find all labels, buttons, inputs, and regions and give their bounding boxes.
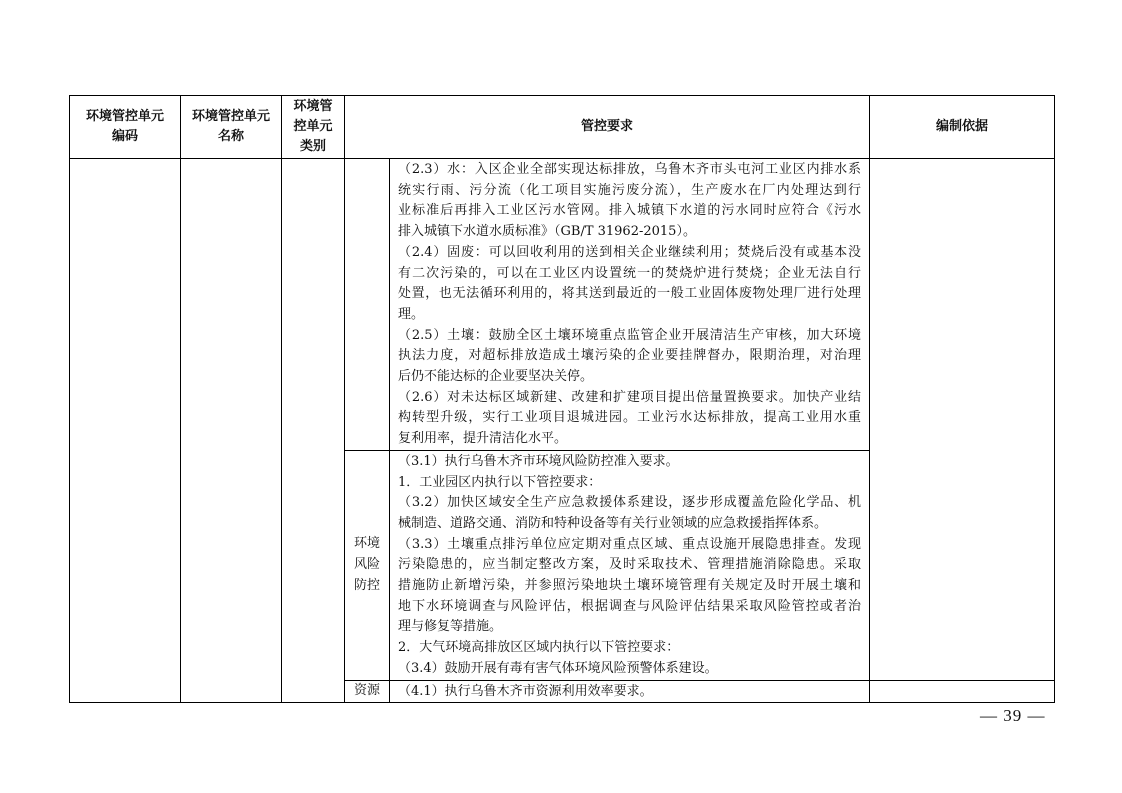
requirement-line: 理。 <box>398 306 425 322</box>
table-row-pollution <box>70 159 1055 451</box>
header-control-requirements: 管控要求 <box>345 96 870 159</box>
requirement-line: 械制造、道路交通、消防和特种设备等有关行业领域的应急救援指挥体系。 <box>398 515 828 531</box>
table-header-row <box>70 96 1055 159</box>
risk-category-line: 环境 <box>353 536 380 552</box>
requirement-line: （4.1）执行乌鲁木齐市资源利用效率要求。 <box>398 683 653 699</box>
requirement-line: 有二次污染的，可以在工业区内设置统一的焚烧炉进行焚烧；企业无法自行 <box>398 265 862 281</box>
requirement-line: 理与修复等措施。 <box>398 619 503 635</box>
requirement-line: （3.4）鼓励开展有毒有害气体环境风险预警体系建设。 <box>398 660 718 676</box>
requirement-line: 2．大气环境高排放区区域内执行以下管控要求： <box>398 640 680 656</box>
requirement-line: 复利用率，提升清洁化水平。 <box>398 431 568 447</box>
control-requirements-table <box>69 95 1055 703</box>
requirement-line: 1．工业园区内执行以下管控要求： <box>398 474 602 490</box>
requirement-line: 后仍不能达标的企业要坚决关停。 <box>398 369 594 385</box>
cell-risk-requirements <box>390 450 870 680</box>
requirement-line: 执法力度，对超标排放造成土壤污染的企业要挂牌督办，限期治理，对治理 <box>398 348 862 364</box>
header-unit-category <box>282 96 345 159</box>
cell-pollution-requirements <box>390 159 870 451</box>
requirement-line: 排入城镇下水道水质标准》（GB/T 31962-2015）。 <box>398 224 696 240</box>
requirement-line: 地下水环境调查与风险评估，根据调查与风险评估结果采取风险管控或者治 <box>398 598 862 614</box>
cell-resource-basis <box>870 680 1055 703</box>
risk-category-line: 防控 <box>353 577 380 593</box>
requirement-line: 污染隐患的，应当制定整改方案，及时采取技术、管理措施消除隐患。采取 <box>398 557 862 573</box>
header-unit-name <box>181 96 282 159</box>
risk-requirements-text <box>390 451 869 680</box>
header-unit-code-line: 编码 <box>111 129 138 144</box>
requirement-line: （2.3）水：入区企业全部实现达标排放，乌鲁木齐市头屯河工业区内排水系 <box>398 162 862 177</box>
cell-unit-name <box>181 159 282 703</box>
header-unit-name-line: 环境管控单元 <box>191 109 270 124</box>
header-unit-name-line: 名称 <box>217 129 244 144</box>
resource-requirements-text <box>390 681 869 703</box>
cell-risk-category <box>345 450 390 680</box>
requirement-line: （3.1）执行乌鲁木齐市环境风险防控准入要求。 <box>398 453 679 469</box>
cell-resource-category: 资源 <box>345 680 390 703</box>
cell-pollution-category <box>345 159 390 451</box>
requirement-line: （2.6）对未达标区域新建、改建和扩建项目提出倍量置换要求。加快产业结 <box>398 389 862 405</box>
cell-unit-category <box>282 159 345 703</box>
page-number: — 39 — <box>980 706 1046 725</box>
cell-compilation-basis <box>870 159 1055 681</box>
pollution-requirements-text <box>390 159 869 450</box>
cell-unit-code <box>70 159 181 703</box>
cell-resource-requirements <box>390 680 870 703</box>
header-unit-code-line: 环境管控单元 <box>85 109 164 124</box>
requirement-line: 业标准后再排入工业区污水管网。排入城镇下水道的污水同时应符合《污水 <box>398 203 862 219</box>
risk-category-line: 风险 <box>353 556 380 572</box>
requirement-line: （3.2）加快区域安全生产应急救援体系建设，逐步形成覆盖危险化学品、机 <box>398 495 862 511</box>
requirement-line: 处置，也无法循环利用的，将其送到最近的一般工业固体废物处理厂进行处理 <box>398 286 862 302</box>
header-compilation-basis: 编制依据 <box>870 96 1055 159</box>
header-unit-category-line: 控单元 <box>293 119 333 134</box>
header-unit-category-line: 类别 <box>299 139 326 154</box>
requirement-line: 措施防止新增污染，并参照污染地块土壤环境管理有关规定及时开展土壤和 <box>398 578 862 594</box>
requirement-line: （2.4）固废：可以回收利用的送到相关企业继续利用；焚烧后没有或基本没 <box>398 244 862 260</box>
requirement-line: 统实行雨、污分流（化工项目实施污废分流），生产废水在厂内处理达到行 <box>398 182 862 198</box>
requirement-line: （2.5）土壤：鼓励全区土壤环境重点监管企业开展清洁生产审核，加大环境 <box>398 327 862 343</box>
header-unit-category-line: 环境管 <box>293 99 333 114</box>
header-unit-code <box>70 96 181 159</box>
requirement-line: 构转型升级，实行工业项目退城进园。工业污水达标排放，提高工业用水重 <box>398 410 862 426</box>
requirement-line: （3.3）土壤重点排污单位应定期对重点区域、重点设施开展隐患排查。发现 <box>398 536 862 552</box>
